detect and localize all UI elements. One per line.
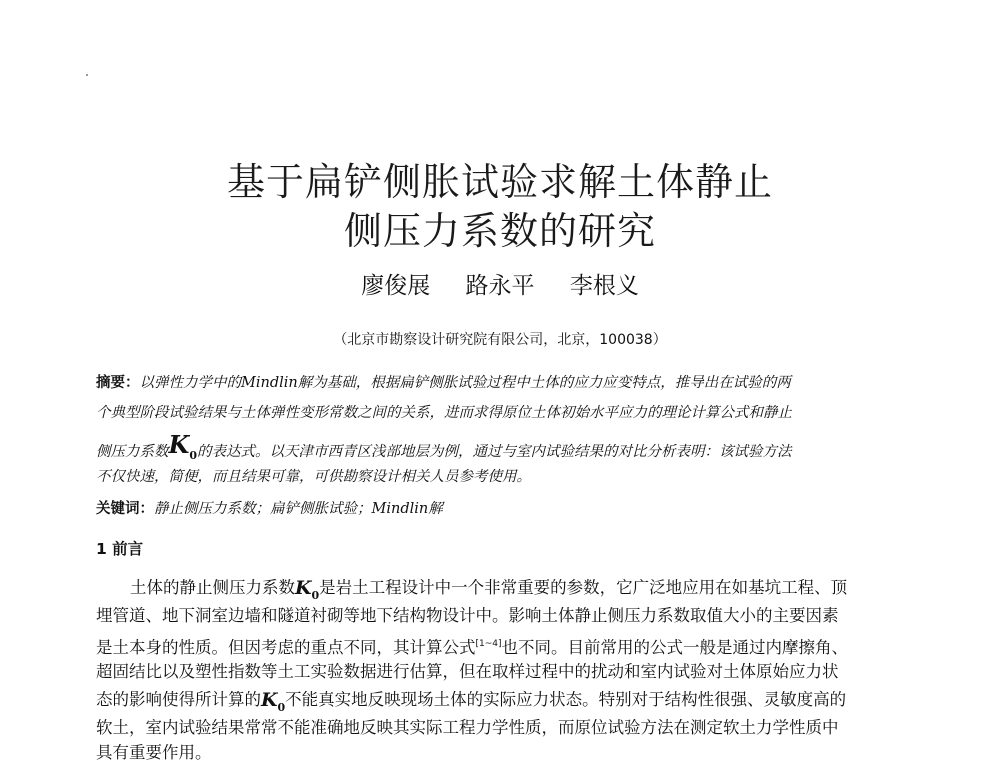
abstract-label: 摘要： bbox=[96, 375, 140, 391]
section-heading: 1 前言 bbox=[96, 540, 144, 558]
citation: [1~4] bbox=[475, 639, 502, 649]
abstract-line-4: 不仅快速，简便，而且结果可靠，可供勘察设计相关人员参考使用。 bbox=[96, 469, 531, 485]
affiliation: （北京市勘察设计研究院有限公司，北京，100038） bbox=[333, 332, 667, 348]
abstract-line-1 bbox=[96, 372, 906, 394]
k0-symbol: $K_0$ bbox=[168, 430, 198, 462]
k0-symbol: $K_0$ bbox=[295, 577, 320, 602]
abstract-text-3-pre: 侧压力系数 bbox=[96, 444, 169, 460]
k0-symbol: $K_0$ bbox=[261, 689, 286, 714]
body-line-6: 软土，室内试验结果常常不能准确地反映其实际工程力学性质，而原位试验方法在测定软土力学性质中 bbox=[96, 718, 839, 737]
body-line-4: 超固结比以及塑性指数等土工实验数据进行估算，但在取样过程中的扰动和室内试验对土体原始应力状 bbox=[96, 662, 839, 681]
paper-title-line-2: 侧压力系数的研究 bbox=[343, 209, 656, 253]
abstract-line-2: 个典型阶段试验结果与土体弹性变形常数之间的关系，进而求得原位土体初始水平应力的理论计算公式和静止 bbox=[96, 405, 792, 421]
abstract-line-3 bbox=[96, 430, 906, 467]
author-list bbox=[0, 271, 1000, 301]
author-3: 李根义 bbox=[569, 273, 639, 299]
body-line-5: 态的影响使得所计算的$K_0$不能真实地反映现场土体的实际应力状态。特别对于结构性很强、灵敏度高的 bbox=[96, 689, 847, 714]
keywords-text: 静止侧压力系数；扁铲侧胀试验；Mindlin解 bbox=[154, 501, 443, 517]
keywords-label: 关键词： bbox=[96, 501, 154, 517]
abstract-text-1: 以弹性力学中的Mindlin解为基础，根据扁铲侧胀试验过程中土体的应力应变特点，推导出在试验的两 bbox=[139, 375, 791, 391]
body-line-7: 具有重要作用。 bbox=[96, 743, 212, 762]
keywords-line bbox=[96, 498, 906, 520]
body-line-2: 埋管道、地下洞室边墙和隧道衬砌等地下结构物设计中。影响土体静止侧压力系数取值大小的主要因素 bbox=[96, 606, 839, 625]
author-2: 路永平 bbox=[465, 273, 535, 299]
body-line-3: 是土本身的性质。但因考虑的重点不同，其计算公式[1~4]也不同。目前常用的公式一般是通过内摩擦角、 bbox=[96, 638, 849, 657]
body-line-1: 土体的静止侧压力系数$K_0$是岩土工程设计中一个非常重要的参数，它广泛地应用在如基坑工程、顶 bbox=[130, 577, 848, 602]
author-1: 廖俊展 bbox=[361, 273, 431, 299]
paper-title-line-1: 基于扁铲侧胀试验求解土体静止 bbox=[226, 160, 773, 204]
abstract-text-3-post: 的表达式。以天津市西青区浅部地层为例，通过与室内试验结果的对比分析表明：该试验方法 bbox=[197, 444, 792, 460]
scan-speck bbox=[86, 74, 88, 76]
